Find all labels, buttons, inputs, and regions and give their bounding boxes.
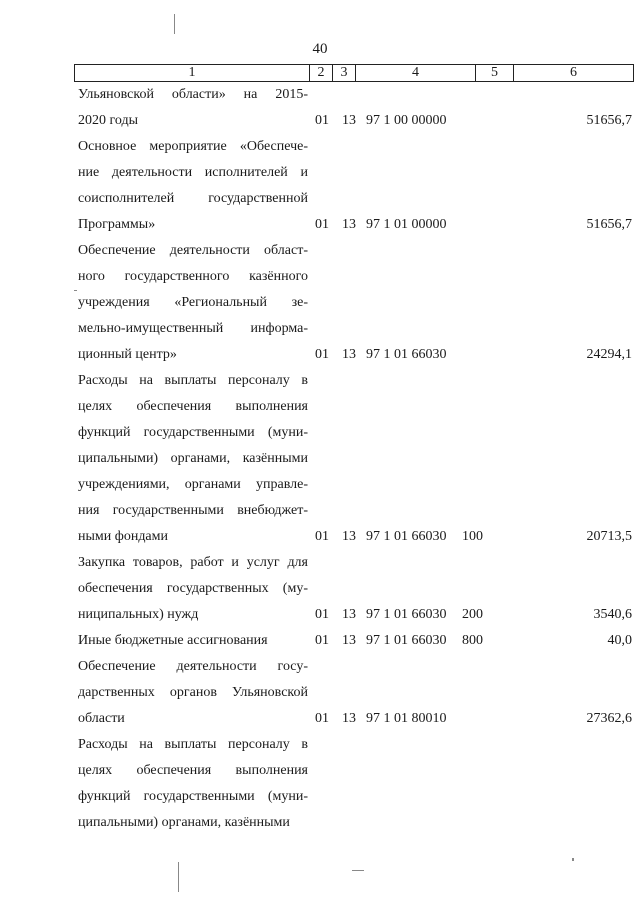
amount: 27362,6 [586, 711, 632, 726]
scan-mark [352, 870, 364, 871]
description-line: Основное мероприятие «Обеспече- [78, 139, 308, 154]
description-line: учреждениями, органами управле- [78, 477, 308, 492]
description-line: ние деятельности исполнителей и [78, 165, 308, 180]
subsection-code: 13 [342, 633, 356, 648]
table-row [78, 368, 634, 550]
header-col-3: 3 [333, 65, 356, 81]
target-article-code: 97 1 01 66030 [366, 529, 447, 544]
description-line: ния государственными внебюджет- [78, 503, 308, 518]
amount: 20713,5 [586, 529, 632, 544]
description-line: ными фондами [78, 529, 169, 544]
target-article-code: 97 1 01 66030 [366, 347, 447, 362]
description-line: Расходы на выплаты персоналу в [78, 373, 308, 388]
description-line: 2020 годы [78, 113, 139, 128]
row-codes [78, 706, 634, 732]
description-line: целях обеспечения выполнения [78, 763, 308, 778]
table-row [78, 732, 634, 836]
description-line: функций государственными (муни- [78, 789, 308, 804]
expense-type-code: 800 [462, 633, 483, 648]
amount: 51656,7 [586, 217, 632, 232]
description-line: Иные бюджетные ассигнования [78, 633, 268, 648]
target-article-code: 97 1 01 66030 [366, 633, 447, 648]
amount: 3540,6 [593, 607, 632, 622]
scan-mark [74, 290, 77, 291]
target-article-code: 97 1 00 00000 [366, 113, 447, 128]
description-line: соисполнителей государственной [78, 191, 308, 206]
description-line: ционный центр» [78, 347, 177, 362]
description-line: Программы» [78, 217, 156, 232]
row-description [78, 368, 308, 550]
row-codes [78, 342, 634, 368]
table-row [78, 238, 634, 368]
section-code: 01 [315, 633, 329, 648]
subsection-code: 13 [342, 347, 356, 362]
subsection-code: 13 [342, 217, 356, 232]
page-number: 40 [312, 41, 328, 57]
table-row [78, 134, 634, 238]
description-line: мельно-имущественный информа- [78, 321, 308, 336]
description-line: ципальными) органами, казёнными [78, 451, 308, 466]
scan-mark [174, 14, 175, 34]
row-codes [78, 212, 634, 238]
table-row [78, 82, 634, 134]
amount: 24294,1 [586, 347, 632, 362]
description-line: дарственных органов Ульяновской [78, 685, 308, 700]
description-line: Обеспечение деятельности госу- [78, 659, 308, 674]
subsection-code: 13 [342, 529, 356, 544]
row-codes [78, 810, 634, 836]
description-line: функций государственными (муни- [78, 425, 308, 440]
section-code: 01 [315, 347, 329, 362]
description-line: целях обеспечения выполнения [78, 399, 308, 414]
description-line: ного государственного казённого [78, 269, 308, 284]
amount: 51656,7 [586, 113, 632, 128]
scan-mark [178, 862, 179, 892]
section-code: 01 [315, 607, 329, 622]
section-code: 01 [315, 529, 329, 544]
description-line: Ульяновской области» на 2015- [78, 87, 308, 102]
description-line: Расходы на выплаты персоналу в [78, 737, 308, 752]
header-col-5: 5 [476, 65, 514, 81]
description-line: Обеспечение деятельности област- [78, 243, 308, 258]
header-col-6: 6 [570, 65, 577, 80]
description-line: области [78, 711, 125, 726]
expense-type-code: 100 [462, 529, 483, 544]
target-article-code: 97 1 01 66030 [366, 607, 447, 622]
row-codes [78, 628, 634, 654]
subsection-code: 13 [342, 711, 356, 726]
target-article-code: 97 1 01 80010 [366, 711, 447, 726]
expense-type-code: 200 [462, 607, 483, 622]
table-body [78, 82, 634, 836]
header-col-4: 4 [356, 65, 476, 81]
table-row [78, 654, 634, 732]
scan-mark [572, 858, 574, 861]
section-code: 01 [315, 217, 329, 232]
row-codes [78, 602, 634, 628]
table-header [74, 64, 634, 82]
header-col-2: 2 [310, 65, 333, 81]
subsection-code: 13 [342, 113, 356, 128]
section-code: 01 [315, 711, 329, 726]
target-article-code: 97 1 01 00000 [366, 217, 447, 232]
description-line: ципальными) органами, казёнными [78, 815, 290, 830]
table-row [78, 628, 634, 654]
description-line: ниципальных) нужд [78, 607, 199, 622]
row-codes [78, 108, 634, 134]
description-line: Закупка товаров, работ и услуг для [78, 555, 308, 570]
amount: 40,0 [607, 633, 632, 648]
description-line: обеспечения государственных (му- [78, 581, 308, 596]
header-col-1: 1 [75, 65, 310, 81]
section-code: 01 [315, 113, 329, 128]
row-codes [78, 524, 634, 550]
description-line: учреждения «Региональный зе- [78, 295, 308, 310]
table-row [78, 550, 634, 628]
subsection-code: 13 [342, 607, 356, 622]
